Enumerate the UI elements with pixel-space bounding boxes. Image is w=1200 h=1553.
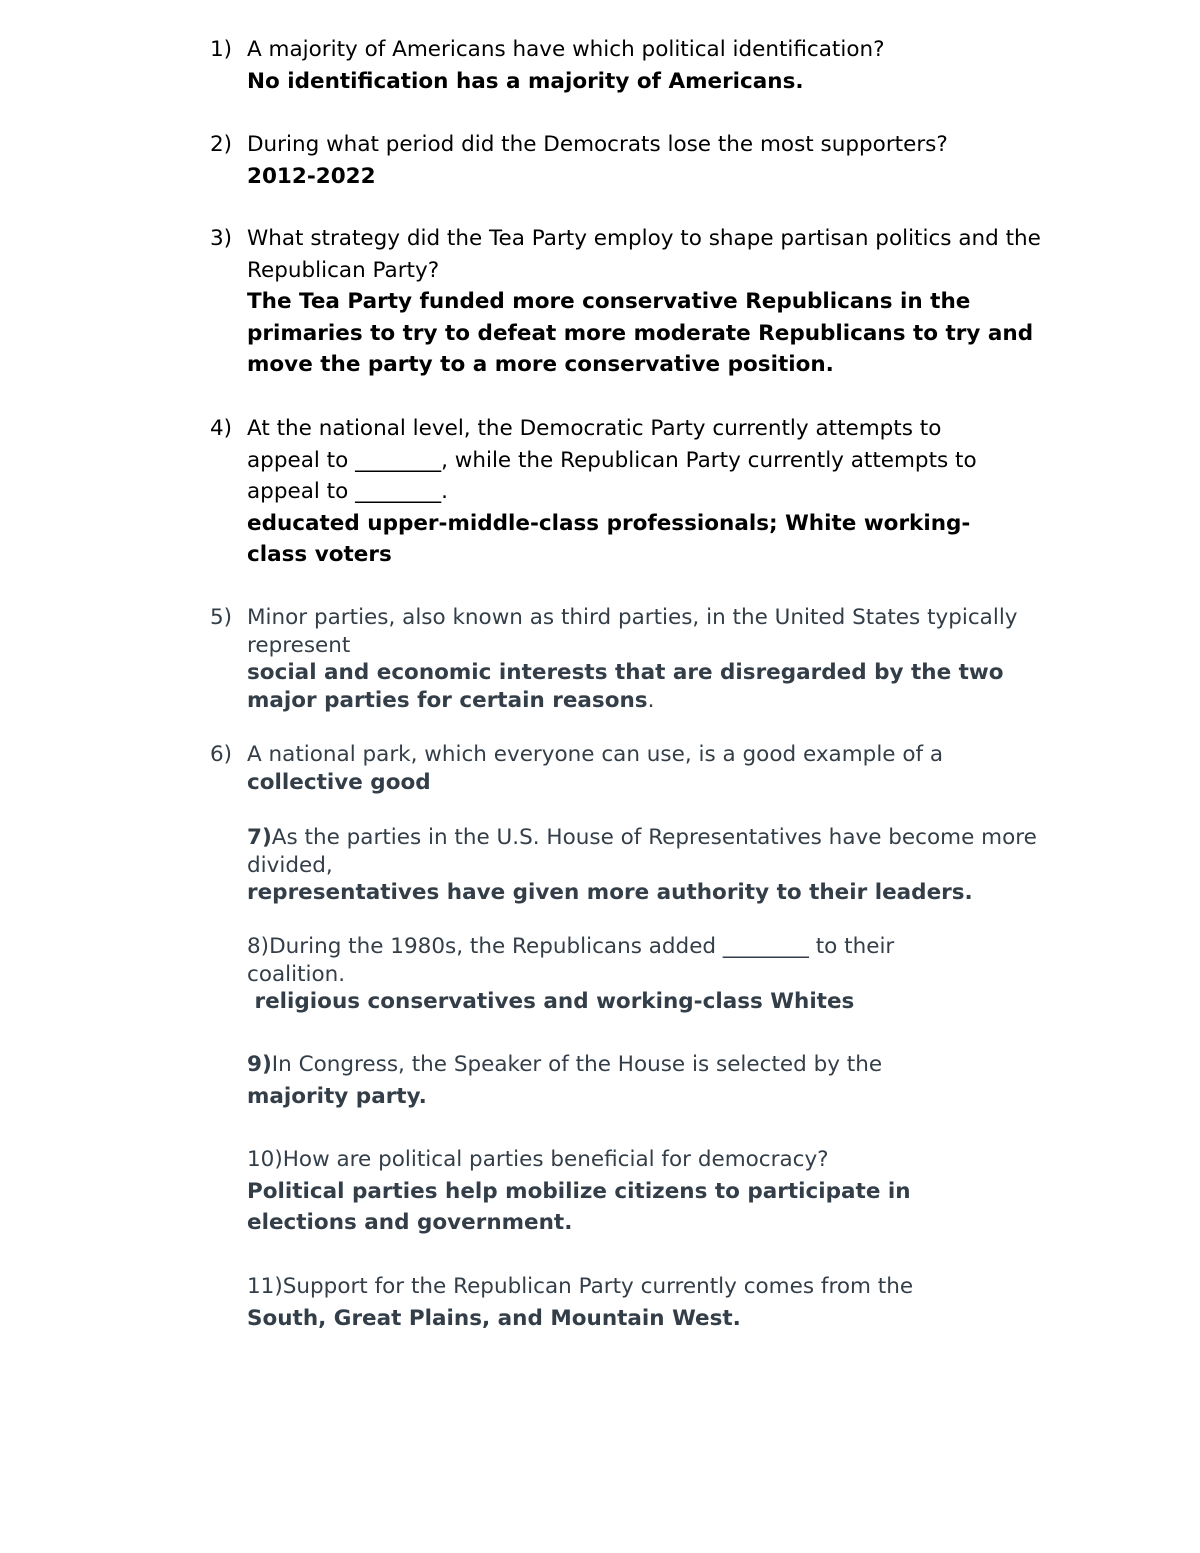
question-number: 3) [210, 226, 233, 251]
answer-text-line-2: elections and government. [247, 1210, 573, 1235]
question-number: 10) [247, 1147, 283, 1172]
question-number: 11) [247, 1274, 283, 1299]
question-text: A national park, which everyone can use, is a good example of a [247, 742, 944, 767]
answer-text: representatives have given more authority to their leaders. [247, 880, 973, 905]
question-number: 1) [210, 37, 233, 62]
answer-text: 2012-2022 [247, 163, 376, 189]
answer-text-line-1: educated upper-middle-class professionals; White working- [247, 510, 971, 536]
answer-text: The Tea Party funded more conservative Republicans in the primaries to try to defeat more moderate Republicans to try and move the party to a more conservative position. [247, 289, 1034, 377]
question-text: During the 1980s, the Republicans added ________ to their coalition. [247, 934, 895, 987]
answer-block [247, 659, 1040, 714]
question-text-block [247, 824, 1067, 879]
answer-text-line-1: Political parties help mobilize citizens to participate in [247, 1178, 911, 1204]
question-text-line-1: At the national level, the Democratic Party currently attempts to [247, 416, 942, 441]
question-8 [247, 933, 987, 1016]
question-text-line-3: appeal to ________. [247, 479, 448, 504]
question-text: As the parties in the U.S. House of Representatives have become more divided, [247, 825, 1037, 878]
question-text: During what period did the Democrats lose the most supporters? [247, 132, 948, 157]
question-1 [210, 34, 1070, 97]
question-number: 7) [247, 825, 272, 850]
question-4 [210, 413, 1070, 571]
question-number: 6) [210, 742, 233, 767]
question-text: What strategy did the Tea Party employ to shape partisan politics and the Republican Party? [247, 226, 1041, 283]
question-text: Support for the Republican Party currently comes from the [282, 1274, 914, 1299]
question-text-line-2: appeal to ________, while the Republican Party currently attempts to [247, 447, 977, 473]
answer-text: majority party. [247, 1083, 427, 1109]
question-number: 5) [210, 605, 233, 630]
question-text-block [247, 933, 987, 988]
answer-text-line-2: class voters [247, 542, 392, 567]
question-number: 9) [247, 1052, 272, 1077]
question-text-block [247, 1049, 1067, 1081]
question-9 [247, 1049, 1067, 1112]
question-text: Minor parties, also known as third parties, in the United States typically represent [247, 605, 1018, 658]
question-number: 8) [247, 934, 270, 959]
question-text: In Congress, the Speaker of the House is selected by the [271, 1052, 883, 1077]
question-7 [247, 824, 1067, 907]
question-text-block [247, 1271, 1067, 1303]
answer-text: social and economic interests that are disregarded by the two major parties for certain reasons [247, 660, 1004, 713]
answer-text: collective good [247, 769, 431, 795]
answer-text: religious conservatives and working-class Whites [247, 989, 855, 1014]
question-2 [210, 129, 1070, 192]
answer-text: No identification has a majority of Americans. [247, 68, 804, 94]
question-text-block [247, 1144, 1067, 1176]
question-number: 4) [210, 416, 233, 441]
question-6 [210, 741, 1070, 796]
question-5 [210, 604, 1040, 714]
question-11 [247, 1271, 1067, 1334]
question-3 [210, 223, 1055, 381]
question-text: A majority of Americans have which political identification? [247, 37, 885, 62]
question-text: How are political parties beneficial for democracy? [282, 1147, 829, 1172]
answer-suffix: . [647, 687, 655, 713]
answer-text: South, Great Plains, and Mountain West. [247, 1305, 741, 1331]
question-10 [247, 1144, 1067, 1239]
question-number: 2) [210, 132, 233, 157]
